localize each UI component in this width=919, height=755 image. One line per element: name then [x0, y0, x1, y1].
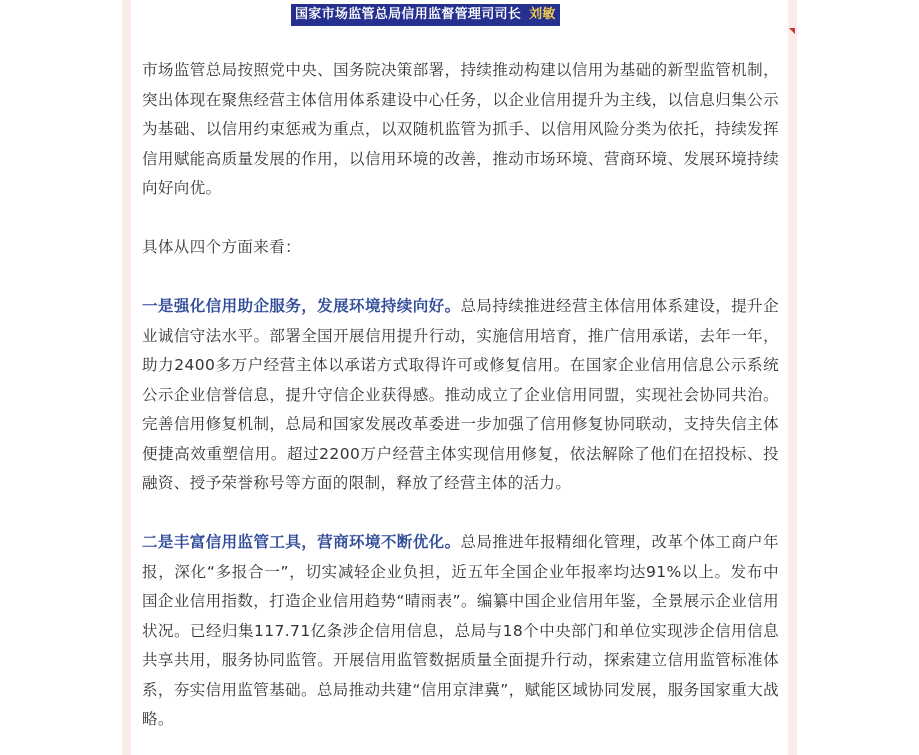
paragraph-gap	[142, 263, 779, 293]
point-two-paragraph	[142, 528, 779, 735]
point-one-paragraph	[142, 292, 779, 499]
intro-paragraph: 市场监管总局按照党中央、国务院决策部署，持续推动构建以信用为基础的新型监管机制，突出体现在聚焦经营主体信用体系建设中心任务，以企业信用提升为主线，以信息归集公示为基础、以信用约束惩戒为重点，以双随机监管为抓手、以信用风险分类为依托，持续发挥信用赋能高质量发展的作用，以信用环境的改善，推动市场环境、营商环境、发展环境持续向好向优。	[142, 61, 779, 197]
speaker-title-banner	[291, 4, 560, 26]
speaker-position: 国家市场监管总局信用监督管理司司长	[295, 7, 522, 22]
point-two-body: 总局推进年报精细化管理，改革个体工商户年报，深化“多报合一”，切实减轻企业负担，近五年全国企业年报率均达91%以上。发布中国企业信用指数，打造企业信用趋势“晴雨表”。编纂中国企业信用年鉴，全景展示企业信用状况。已经归集117.71亿条涉企信用信息，总局与18个中央部门和单位实现涉企信用信息共享共用，服务协同监管。开展信用监管数据质量全面提升行动，探索建立信用监管标准体系，夯实信用监管基础。总局推动共建“信用京津冀”，赋能区域协同发展，服务国家重大战略。	[142, 533, 779, 728]
left-side-band	[122, 0, 131, 755]
article-body	[142, 56, 779, 735]
corner-decoration	[789, 28, 795, 34]
speaker-name: 刘敏	[529, 7, 556, 22]
paragraph-gap	[142, 204, 779, 234]
point-two-heading: 二是丰富信用监管工具，营商环境不断优化。	[142, 533, 461, 551]
aspects-lead-paragraph: 具体从四个方面来看：	[142, 238, 302, 256]
point-one-body: 总局持续推进经营主体信用体系建设，提升企业诚信守法水平。部署全国开展信用提升行动，实施信用培育，推广信用承诺，去年一年，助力2400多万户经营主体以承诺方式取得许可或修复信用。在国家企业信用信息公示系统公示企业信誉信息，提升守信企业获得感。推动成立了企业信用同盟，实现社会协同共治。完善信用修复机制，总局和国家发展改革委进一步加强了信用修复协同联动，支持失信主体便捷高效重塑信用。超过2200万户经营主体实现信用修复，依法解除了他们在招投标、投融资、授予荣誉称号等方面的限制，释放了经营主体的活力。	[142, 297, 779, 492]
right-side-band	[788, 0, 797, 755]
paragraph-gap	[142, 499, 779, 529]
point-one-heading: 一是强化信用助企服务，发展环境持续向好。	[142, 297, 461, 315]
